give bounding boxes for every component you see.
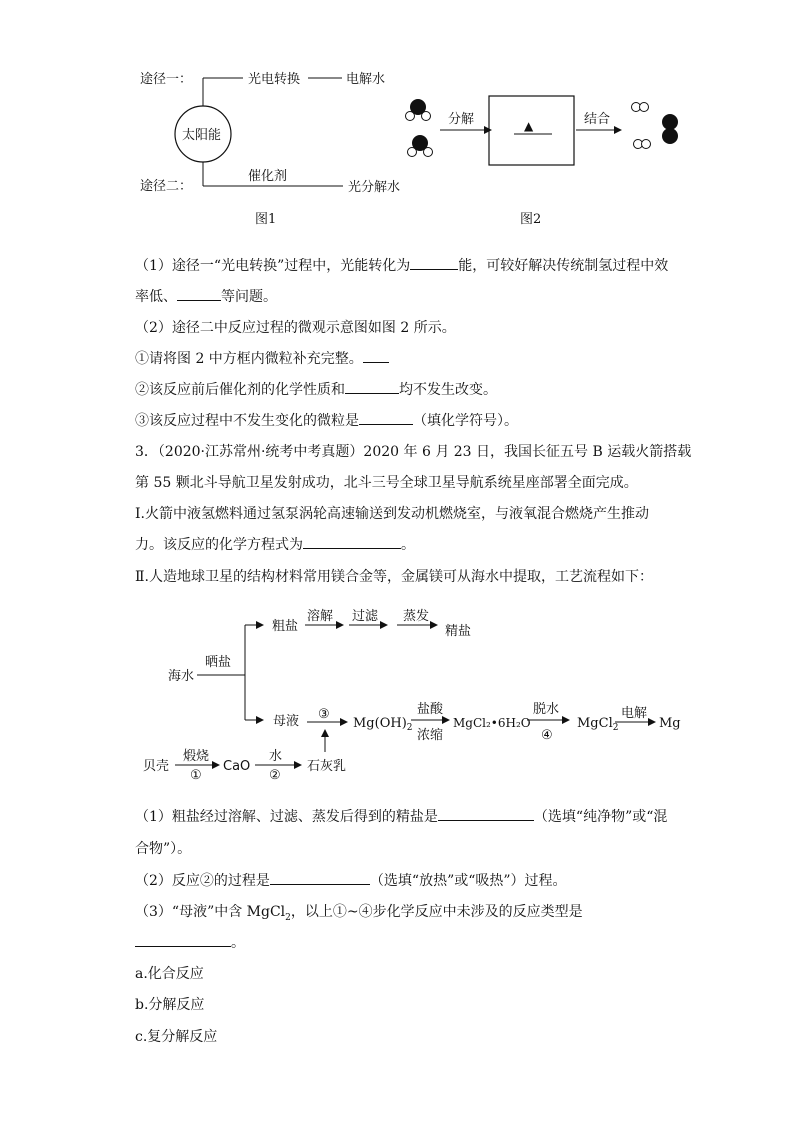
flow-rongjie: 溶解 — [307, 609, 334, 624]
q3-title-line2: 第 55 颗北斗导航卫星发射成功，北斗三号全球卫星导航系统星座部署全面完成。 — [135, 475, 638, 491]
water-molecule-icon — [408, 135, 433, 157]
water-molecule-icon — [406, 99, 431, 121]
q2-line6: ③该反应过程中不发生变化的微粒是 （填化学符号）。 — [135, 410, 518, 430]
figure-1 — [130, 60, 420, 235]
q2-line1: （1）途径一“光电转换”过程中，光能转化为 能，可较好解决传统制氢过程中效 — [135, 255, 668, 275]
q3-s1-line1: （1）粗盐经过溶解、过滤、蒸发后得到的精盐是 （选填“纯净物”或“混 — [135, 806, 667, 826]
flow-nongsuo: 浓缩 — [417, 728, 444, 743]
flow-shaiyan: 晒盐 — [205, 655, 232, 670]
q3-ii-line: Ⅱ.人造地球卫星的结构材料常用镁合金等，金属镁可从海水中提取，工艺流程如下： — [135, 569, 653, 585]
q2-line5: ②该反应前后催化剂的化学性质和 均不发生改变。 — [135, 379, 497, 399]
hydrogen-molecule-icon — [634, 140, 651, 149]
q3-s1-line2: 合物”）。 — [135, 841, 192, 857]
oxygen-molecule-icon — [662, 114, 678, 144]
q3-i-line1: Ⅰ.火箭中液氢燃料通过氢泵涡轮高速输送到发动机燃烧室，与液氧混合燃烧产生推动 — [135, 506, 649, 522]
fig1-center-label: 太阳能 — [182, 128, 222, 143]
fig1-route1-label: 途径一： — [140, 72, 193, 87]
flow-step3: ③ — [318, 707, 330, 722]
q3-option-c: c.复分解反应 — [135, 1029, 218, 1045]
flow-step4: ④ — [541, 728, 553, 743]
q2-line2: 率低、 等问题。 — [135, 286, 277, 306]
fig1-caption: 图1 — [255, 212, 277, 227]
flow-step2: ② — [269, 768, 281, 783]
flow-guolv: 过滤 — [352, 609, 379, 624]
q3-option-a: a.化合反应 — [135, 966, 204, 982]
flow-muye: 母液 — [273, 714, 300, 729]
fig2-arrow2-label: 结合 — [584, 112, 611, 127]
flow-mgcl2-hydrate: MgCl₂•6H₂O — [453, 716, 531, 730]
fig1-r1-label2: 电解水 — [346, 72, 386, 87]
flow-beike: 贝壳 — [143, 759, 170, 774]
flow-jingyan: 精盐 — [445, 624, 472, 639]
flow-shihuiru: 石灰乳 — [307, 759, 347, 774]
q3-i-line2: 力。该反应的化学方程式为 。 — [135, 534, 415, 554]
flow-duanshao: 煅烧 — [183, 749, 210, 764]
flow-cuyan: 粗盐 — [272, 619, 299, 634]
fig1-route2-label: 途径二： — [140, 179, 193, 194]
flow-mgcl2: MgCl$_2$ — [577, 716, 619, 733]
q3-s3-line2: 。 — [135, 932, 245, 952]
flow-step1: ① — [190, 768, 202, 783]
q3-title-line1: 3．（2020·江苏常州·统考中考真题）2020 年 6 月 23 日，我国长征五号 B 运载火箭搭载 — [135, 444, 692, 460]
fig1-r2-label1: 催化剂 — [248, 169, 288, 184]
q3-option-b: b.分解反应 — [135, 997, 205, 1013]
flow-shui: 水 — [269, 749, 283, 764]
fig2-caption: 图2 — [520, 212, 542, 227]
fig1-r2-label2: 光分解水 — [348, 180, 401, 195]
flow-mg: Mg — [659, 716, 681, 731]
q2-line3: （2）途径二中反应过程的微观示意图如图 2 所示。 — [135, 320, 456, 336]
flow-cao: CaO — [223, 759, 251, 774]
fig2-arrow1-label: 分解 — [448, 112, 475, 127]
hydrogen-molecule-icon — [632, 103, 649, 112]
flow-yansuan: 盐酸 — [417, 702, 444, 717]
fig2-box-mark: ▲ — [524, 119, 534, 133]
flow-tuoshui: 脱水 — [533, 702, 560, 717]
q3-s3-line1: （3）“母液”中含 MgCl$_2$，以上①~④步化学反应中未涉及的反应类型是 — [135, 904, 583, 923]
flow-zhengfa: 蒸发 — [403, 609, 430, 624]
q2-line4: ①请将图 2 中方框内微粒补充完整。 — [135, 348, 389, 368]
q3-s2-line: （2）反应②的过程是 （选填“放热”或“吸热”）过程。 — [135, 870, 567, 890]
flow-dianjie: 电解 — [621, 706, 648, 721]
fig1-r1-label1: 光电转换 — [248, 72, 301, 87]
process-flow-diagram — [135, 600, 695, 785]
flow-mgoh2: $Mg(OH)_2$ — [353, 716, 413, 733]
figure-2 — [400, 90, 700, 235]
flow-seawater: 海水 — [168, 669, 195, 684]
